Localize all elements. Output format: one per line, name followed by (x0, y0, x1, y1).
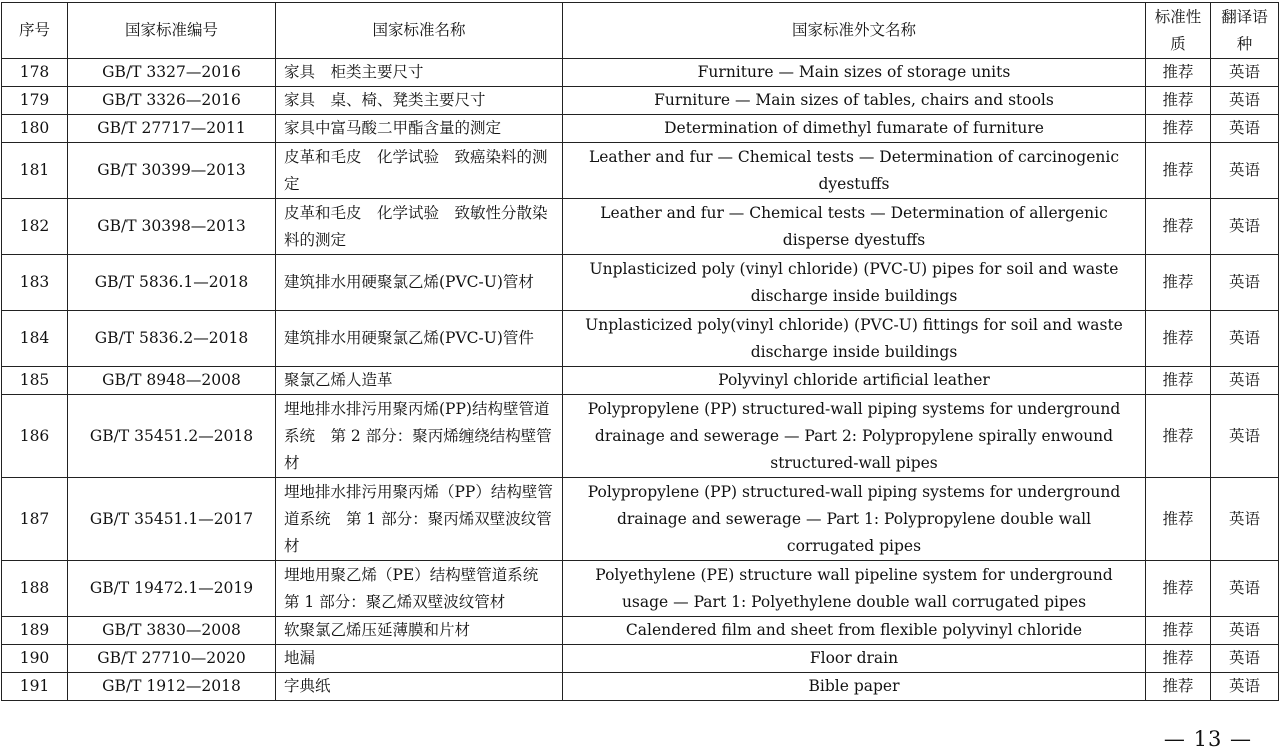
cell-name-en: Polypropylene (PP) structured-wall piping systems for underground drainage and sewerage — Part 2: Polypropylene spirally enwound structured-wall pipes (563, 395, 1146, 478)
table-row (2, 645, 1279, 673)
cell-name-en: Polyethylene (PE) structure wall pipeline system for underground usage — Part 1: Polyethylene double wall corrugated pipes (563, 561, 1146, 617)
table-row (2, 561, 1279, 617)
cell-seq: 185 (2, 367, 68, 395)
cell-code: GB/T 1912—2018 (68, 673, 276, 701)
table-row (2, 617, 1279, 645)
cell-nature: 推荐 (1146, 395, 1211, 478)
cell-code: GB/T 5836.1—2018 (68, 255, 276, 311)
cell-seq: 182 (2, 199, 68, 255)
cell-name-cn: 皮革和毛皮 化学试验 致敏性分散染料的测定 (276, 199, 563, 255)
header-nature: 标准性质 (1146, 3, 1211, 59)
cell-name-cn: 埋地排水排污用聚丙烯(PP)结构壁管道系统 第 2 部分：聚丙烯缠绕结构壁管材 (276, 395, 563, 478)
table-row (2, 87, 1279, 115)
cell-seq: 186 (2, 395, 68, 478)
cell-language: 英语 (1211, 617, 1279, 645)
cell-seq: 184 (2, 311, 68, 367)
cell-code: GB/T 30399—2013 (68, 143, 276, 199)
cell-name-cn: 字典纸 (276, 673, 563, 701)
table-row (2, 367, 1279, 395)
cell-seq: 181 (2, 143, 68, 199)
cell-code: GB/T 35451.2—2018 (68, 395, 276, 478)
cell-name-cn: 聚氯乙烯人造革 (276, 367, 563, 395)
header-seq: 序号 (2, 3, 68, 59)
cell-nature: 推荐 (1146, 617, 1211, 645)
cell-code: GB/T 3326—2016 (68, 87, 276, 115)
cell-name-en: Leather and fur — Chemical tests — Determination of allergenic disperse dyestuffs (563, 199, 1146, 255)
cell-seq: 178 (2, 59, 68, 87)
cell-code: GB/T 30398—2013 (68, 199, 276, 255)
header-name-en: 国家标准外文名称 (563, 3, 1146, 59)
cell-seq: 187 (2, 478, 68, 561)
cell-seq: 180 (2, 115, 68, 143)
cell-name-cn: 地漏 (276, 645, 563, 673)
cell-nature: 推荐 (1146, 311, 1211, 367)
cell-nature: 推荐 (1146, 115, 1211, 143)
cell-language: 英语 (1211, 367, 1279, 395)
cell-language: 英语 (1211, 311, 1279, 367)
cell-code: GB/T 3830—2008 (68, 617, 276, 645)
cell-name-en: Unplasticized poly(vinyl chloride) (PVC-U) fittings for soil and waste discharge inside buildings (563, 311, 1146, 367)
cell-nature: 推荐 (1146, 645, 1211, 673)
cell-name-en: Bible paper (563, 673, 1146, 701)
cell-name-cn: 软聚氯乙烯压延薄膜和片材 (276, 617, 563, 645)
cell-name-cn: 埋地用聚乙烯（PE）结构壁管道系统 第 1 部分：聚乙烯双壁波纹管材 (276, 561, 563, 617)
cell-nature: 推荐 (1146, 561, 1211, 617)
cell-name-en: Polypropylene (PP) structured-wall piping systems for underground drainage and sewerage — Part 1: Polypropylene double wall corrugated pipes (563, 478, 1146, 561)
cell-seq: 189 (2, 617, 68, 645)
table-row (2, 673, 1279, 701)
cell-language: 英语 (1211, 645, 1279, 673)
cell-name-en: Unplasticized poly (vinyl chloride) (PVC-U) pipes for soil and waste discharge inside buildings (563, 255, 1146, 311)
cell-language: 英语 (1211, 561, 1279, 617)
cell-language: 英语 (1211, 478, 1279, 561)
cell-language: 英语 (1211, 143, 1279, 199)
cell-name-cn: 建筑排水用硬聚氯乙烯(PVC-U)管材 (276, 255, 563, 311)
header-code: 国家标准编号 (68, 3, 276, 59)
table-header (2, 3, 1279, 59)
cell-code: GB/T 27710—2020 (68, 645, 276, 673)
cell-language: 英语 (1211, 673, 1279, 701)
cell-seq: 191 (2, 673, 68, 701)
cell-name-en: Leather and fur — Chemical tests — Determination of carcinogenic dyestuffs (563, 143, 1146, 199)
table-row (2, 143, 1279, 199)
table-row (2, 395, 1279, 478)
header-language: 翻译语种 (1211, 3, 1279, 59)
cell-name-en: Furniture — Main sizes of storage units (563, 59, 1146, 87)
cell-code: GB/T 5836.2—2018 (68, 311, 276, 367)
cell-language: 英语 (1211, 59, 1279, 87)
cell-name-cn: 家具 桌、椅、凳类主要尺寸 (276, 87, 563, 115)
cell-language: 英语 (1211, 87, 1279, 115)
table-row (2, 59, 1279, 87)
cell-nature: 推荐 (1146, 367, 1211, 395)
cell-name-en: Calendered film and sheet from flexible polyvinyl chloride (563, 617, 1146, 645)
cell-seq: 190 (2, 645, 68, 673)
cell-name-cn: 皮革和毛皮 化学试验 致癌染料的测定 (276, 143, 563, 199)
cell-name-en: Polyvinyl chloride artificial leather (563, 367, 1146, 395)
cell-language: 英语 (1211, 395, 1279, 478)
table-row (2, 311, 1279, 367)
cell-seq: 183 (2, 255, 68, 311)
cell-nature: 推荐 (1146, 143, 1211, 199)
cell-nature: 推荐 (1146, 87, 1211, 115)
table-body (2, 59, 1279, 701)
cell-name-en: Furniture — Main sizes of tables, chairs and stools (563, 87, 1146, 115)
cell-name-cn: 家具 柜类主要尺寸 (276, 59, 563, 87)
cell-code: GB/T 3327—2016 (68, 59, 276, 87)
table-row (2, 199, 1279, 255)
cell-language: 英语 (1211, 199, 1279, 255)
standards-table (1, 2, 1279, 701)
cell-name-en: Floor drain (563, 645, 1146, 673)
table-row (2, 478, 1279, 561)
cell-code: GB/T 8948—2008 (68, 367, 276, 395)
cell-nature: 推荐 (1146, 478, 1211, 561)
cell-nature: 推荐 (1146, 255, 1211, 311)
cell-code: GB/T 27717—2011 (68, 115, 276, 143)
cell-name-cn: 家具中富马酸二甲酯含量的测定 (276, 115, 563, 143)
cell-nature: 推荐 (1146, 673, 1211, 701)
cell-name-cn: 建筑排水用硬聚氯乙烯(PVC-U)管件 (276, 311, 563, 367)
cell-name-en: Determination of dimethyl fumarate of furniture (563, 115, 1146, 143)
cell-name-cn: 埋地排水排污用聚丙烯（PP）结构壁管道系统 第 1 部分：聚丙烯双壁波纹管材 (276, 478, 563, 561)
header-name-cn: 国家标准名称 (276, 3, 563, 59)
table-row (2, 115, 1279, 143)
cell-language: 英语 (1211, 115, 1279, 143)
cell-seq: 188 (2, 561, 68, 617)
cell-seq: 179 (2, 87, 68, 115)
cell-code: GB/T 35451.1—2017 (68, 478, 276, 561)
cell-code: GB/T 19472.1—2019 (68, 561, 276, 617)
cell-nature: 推荐 (1146, 59, 1211, 87)
cell-nature: 推荐 (1146, 199, 1211, 255)
header-row (2, 3, 1279, 59)
cell-language: 英语 (1211, 255, 1279, 311)
table-row (2, 255, 1279, 311)
page-number: — 13 — (1163, 727, 1252, 751)
